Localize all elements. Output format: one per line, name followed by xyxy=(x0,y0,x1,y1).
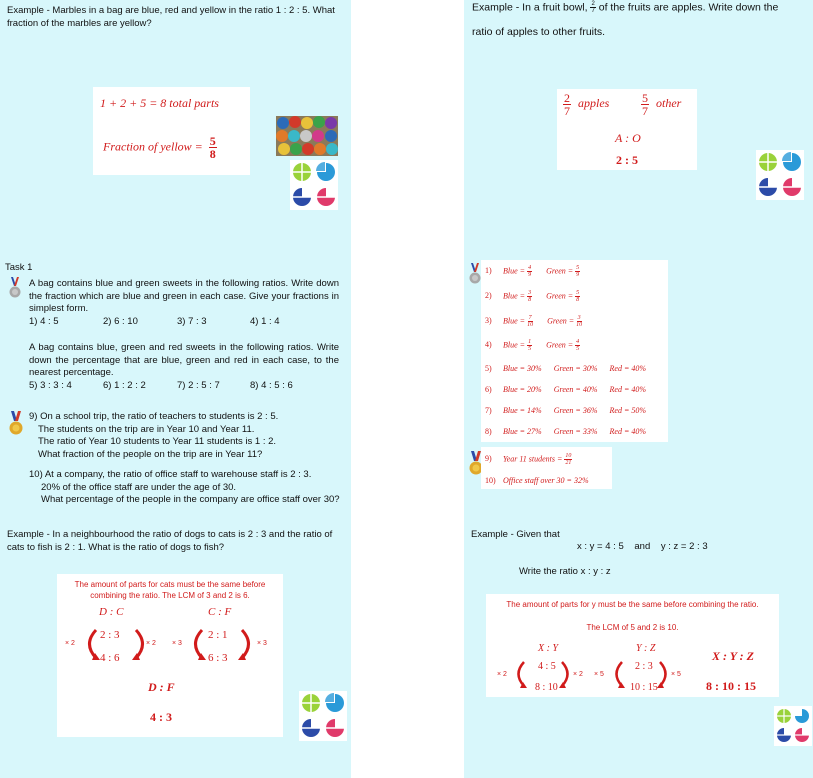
left-slide xyxy=(0,0,351,778)
answer-5: 5) Blue = 30% Green = 30% Red = 40% xyxy=(485,364,646,373)
fruit-solution-box xyxy=(557,89,697,170)
silver-medal-icon xyxy=(9,277,21,301)
pie-charts-icon xyxy=(756,150,804,200)
pie-charts-icon xyxy=(774,706,812,746)
fraction-of-yellow-line xyxy=(103,135,217,160)
answer-6: 6) Blue = 20% Green = 40% Red = 40% xyxy=(485,385,646,394)
ratio-bottom-2: 10 : 15 xyxy=(630,682,658,693)
task-paragraph-2: A bag contains blue, green and red sweets in the following ratios. Write down the percentage that are blue, green and red in each case, to the nearest percentage. xyxy=(29,342,339,378)
result-label-df: D : F xyxy=(148,680,175,694)
task-paragraph-1: A bag contains blue and green sweets in the following ratios. Write down the fraction which are blue and green in each case. Give your fractions in simplest form. xyxy=(29,278,339,314)
right-slide xyxy=(464,0,813,778)
pie-charts-icon xyxy=(299,691,347,741)
question-9: 9) On a school trip, the ratio of teachers to students is 2 : 5. The students on the trip are in Year 10 and Year 11. The ratio of Year 10 students to Year 11 students is 1 : 2. What fraction of the people on the trip are in Year 11? xyxy=(29,411,279,460)
ratio-bottom-1: 8 : 10 xyxy=(535,682,558,693)
ratio-header-dc: D : C xyxy=(99,606,124,618)
task-item-6: 6) 1 : 2 : 2 xyxy=(103,380,146,391)
question-10: 10) At a company, the ratio of office staff to warehouse staff is 2 : 3. 20% of the office staff are under the age of 30. What percentage of the people in the company are office staff over 30? xyxy=(29,469,340,505)
write-ratio-instruction: Write the ratio x : y : z xyxy=(519,566,611,577)
ratio-label-ao: A : O xyxy=(615,131,641,145)
answer-3: 3) Blue = $\frac{7}{10}$ Green = $\frac{3}{10}$ xyxy=(485,315,583,328)
ratio-top-2: 2 : 3 xyxy=(635,661,653,672)
example-xyz-question: Example - Given that xyxy=(471,529,560,540)
result-label-xyz: X : Y : Z xyxy=(712,649,754,663)
multiplier-right-2: × 3 xyxy=(257,640,267,647)
task-answers-box xyxy=(481,260,668,442)
example-fruit-question-line2: ratio of apples to other fruits. xyxy=(472,26,606,38)
multiplier-left-1: × 2 xyxy=(65,640,75,647)
given-equations: x : y = 4 : 5 and y : z = 2 : 3 xyxy=(577,541,708,552)
example-dogs-question: Example - In a neighbourhood the ratio of dogs to cats is 2 : 3 and the ratio of cats to fish is 2 : 1. What is the ratio of dogs to fish? xyxy=(7,529,333,553)
fraction-prefix: Fraction of yellow = xyxy=(103,139,203,154)
pie-charts-icon xyxy=(290,160,338,210)
lcm-note-2: The LCM of 5 and 2 is 10. xyxy=(586,623,679,632)
multiplier-left-1: × 2 xyxy=(497,671,507,678)
lcm-note: The amount of parts for cats must be the same before combining the ratio. The LCM of 3 and 2 is 6. xyxy=(74,580,266,600)
ratio-value-ao: 2 : 5 xyxy=(616,153,638,167)
multiplier-right-1: × 2 xyxy=(573,671,583,678)
multiplier-right-1: × 2 xyxy=(146,640,156,647)
answer-2: 2) Blue = $\frac{3}{8}$ Green = $\frac{5}{8}$ xyxy=(485,290,580,303)
example-marbles-question: Example - Marbles in a bag are blue, red and yellow in the ratio 1 : 2 : 5. What fraction of the marbles are yellow? xyxy=(7,5,335,29)
lcm-note-1: The amount of parts for y must be the same before combining the ratio. xyxy=(506,600,759,609)
task-item-3: 3) 7 : 3 xyxy=(177,316,207,327)
ratio-top-1: 4 : 5 xyxy=(538,661,556,672)
task-item-4: 4) 1 : 4 xyxy=(250,316,280,327)
task-item-7: 7) 2 : 5 : 7 xyxy=(177,380,220,391)
task-item-2: 2) 6 : 10 xyxy=(103,316,138,327)
fraction-two-sevenths: $\frac{2}{7}$ xyxy=(591,1,595,14)
ratio-header-xy: X : Y xyxy=(538,643,558,654)
example-fruit-question: Example - In a fruit bowl, $\frac{2}{7}$ of the fruits are apples. Write down the xyxy=(472,1,779,14)
xyz-solution-box xyxy=(486,594,779,697)
ratio-bottom-2: 6 : 3 xyxy=(208,652,228,664)
ratio-header-cf: C : F xyxy=(208,606,232,618)
other-fraction: $\frac{5}{7}$ other xyxy=(642,91,682,118)
marbles-solution-box xyxy=(93,87,250,175)
result-value-df: 4 : 3 xyxy=(150,710,172,724)
task-item-8: 8) 4 : 5 : 6 xyxy=(250,380,293,391)
answer-4: 4) Blue = $\frac{1}{5}$ Green = $\frac{4}{5}$ xyxy=(485,339,580,352)
task-answers-box-2 xyxy=(481,447,612,489)
marbles-image xyxy=(276,116,338,156)
answer-8: 8) Blue = 27% Green = 33% Red = 40% xyxy=(485,427,646,436)
silver-medal-icon xyxy=(469,263,481,287)
multiplier-left-2: × 5 xyxy=(594,671,604,678)
answer-1: 1) Blue = $\frac{4}{9}$ Green = $\frac{5}{9}$ xyxy=(485,265,580,278)
task-item-5: 5) 3 : 3 : 4 xyxy=(29,380,72,391)
task-item-1: 1) 4 : 5 xyxy=(29,316,59,327)
answer-9: 9) Year 11 students = $\frac{10}{21}$ xyxy=(485,453,572,466)
task-row-1 xyxy=(29,316,339,329)
task-row-2 xyxy=(29,380,339,393)
multiplier-left-2: × 3 xyxy=(172,640,182,647)
ratio-bottom-1: 4 : 6 xyxy=(100,652,120,664)
result-value-xyz: 8 : 10 : 15 xyxy=(706,679,756,693)
task-title: Task 1 xyxy=(5,262,33,273)
ratio-top-1: 2 : 3 xyxy=(100,629,120,641)
gold-medal-icon xyxy=(9,411,23,437)
apples-fraction: $\frac{2}{7}$ apples xyxy=(564,91,610,118)
dogs-solution-box xyxy=(57,574,283,737)
fraction-five-eighths: $\frac{5}{8}$ xyxy=(209,134,216,161)
ratio-header-yz: Y : Z xyxy=(636,643,656,654)
ratio-top-2: 2 : 1 xyxy=(208,629,228,641)
answer-7: 7) Blue = 14% Green = 36% Red = 50% xyxy=(485,406,646,415)
total-parts-line: 1 + 2 + 5 = 8 total parts xyxy=(100,96,219,110)
multiplier-right-2: × 5 xyxy=(671,671,681,678)
answer-10: 10) Office staff over 30 = 32% xyxy=(485,476,589,485)
